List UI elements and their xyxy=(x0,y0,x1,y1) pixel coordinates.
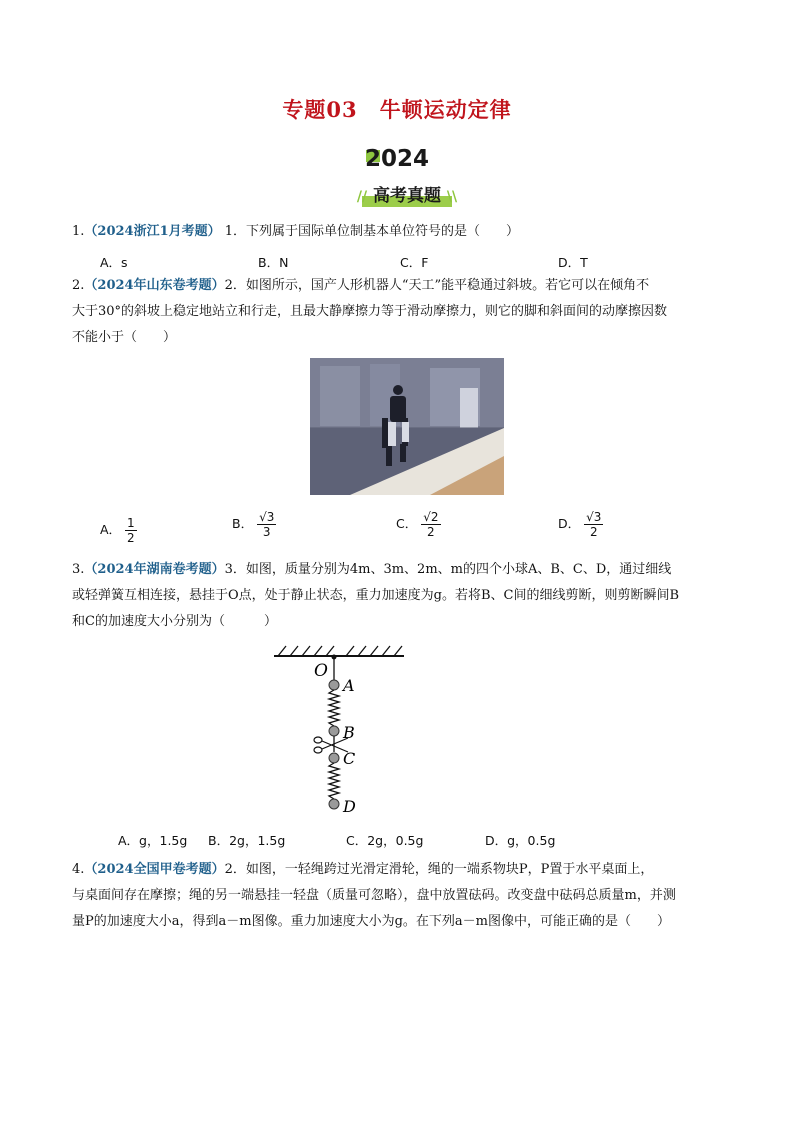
ceiling-hatch xyxy=(278,646,402,656)
question-number: 2. xyxy=(72,278,85,293)
question-1 xyxy=(72,219,722,245)
option-label: B． xyxy=(232,516,254,531)
banner-right-mark: \\ xyxy=(446,189,458,205)
fraction: $\frac{√3}{3}$ xyxy=(259,510,275,539)
banner-left-mark: // xyxy=(356,189,368,205)
question-text-line2: 与桌面间存在摩擦；绳的另一端悬挂一轻盘（质量可忽略），盘中放置砝码。改变盘中砝码总质量m，并测 xyxy=(72,888,676,903)
option-label: D． xyxy=(558,516,581,531)
ball-b xyxy=(329,726,339,736)
question-source-tag: （2024全国甲卷考题） xyxy=(84,862,225,877)
label-b: B xyxy=(343,723,355,742)
question-number: 4. xyxy=(72,862,85,877)
label-o: O xyxy=(314,661,328,681)
fraction: $\frac{1}{2}$ xyxy=(127,516,135,545)
q2-option-b xyxy=(232,510,276,539)
q3-option-d: D．g，0.5g xyxy=(485,833,556,848)
question-text-line1: 2．如图所示，国产人形机器人“天工”能平稳通过斜坡。若它可以在倾角不 xyxy=(224,278,650,293)
section-banner xyxy=(347,181,467,206)
year-heading xyxy=(0,146,794,172)
question-number: 3. xyxy=(72,562,85,577)
question-text-line1: 3．如图，质量分别为4m、3m、2m、m的四个小球A、B、C、D，通过细线 xyxy=(224,562,672,577)
question-text-line3: 和C的加速度大小分别为（ ） xyxy=(72,614,277,629)
option-label: C． xyxy=(396,516,418,531)
q1-option-c: C．F xyxy=(400,255,429,270)
q3-option-c: C．2g，0.5g xyxy=(346,833,424,848)
fraction: $\frac{√3}{2}$ xyxy=(586,510,602,539)
question-source-tag: （2024年湖南卷考题） xyxy=(84,562,225,577)
spring-cd xyxy=(329,763,339,799)
question-text-line3: 不能小于（ ） xyxy=(72,330,177,345)
question-2 xyxy=(72,273,722,351)
spring-ball-figure xyxy=(270,642,410,822)
q1-option-d: D．T xyxy=(558,255,588,270)
label-c: C xyxy=(343,749,356,768)
year-text: 2024 xyxy=(364,146,429,172)
question-text-line1: 2．如图，一轻绳跨过光滑定滑轮，绳的一端系物块P，P置于水平桌面上， xyxy=(224,862,654,877)
q1-option-b: B．N xyxy=(258,255,289,270)
question-text-line2: 或轻弹簧互相连接，悬挂于O点，处于静止状态，重力加速度为g。若将B、C间的细线剪断，则剪断瞬间B xyxy=(72,588,680,603)
label-d: D xyxy=(343,797,356,816)
q2-option-d xyxy=(558,510,603,539)
question-source-tag: （2024年山东卷考题） xyxy=(84,278,225,293)
ball-a xyxy=(329,680,339,690)
q3-option-a: A．g，1.5g xyxy=(118,833,188,848)
ball-d xyxy=(329,799,339,809)
label-a: A xyxy=(343,676,355,695)
question-number: 1. xyxy=(72,224,85,239)
option-label: A． xyxy=(100,522,122,537)
question-text-line2: 大于30°的斜坡上稳定地站立和行走，且最大静摩擦力等于滑动摩擦力，则它的脚和斜面间的动摩擦因数 xyxy=(72,304,668,319)
q2-option-a xyxy=(100,516,137,545)
question-4 xyxy=(72,857,722,935)
q1-option-a: A．s xyxy=(100,255,128,270)
q2-option-c xyxy=(396,510,441,539)
robot-on-slope-photo xyxy=(310,358,504,495)
question-text: 1．下列属于国际单位制基本单位符号的是（ ） xyxy=(224,224,520,239)
ball-c xyxy=(329,753,339,763)
banner-label: 高考真题 xyxy=(373,186,441,206)
question-text-line3: 量P的加速度大小a，得到a－m图像。重力加速度大小为g。在下列a－m图像中，可能正确的是（ ） xyxy=(72,914,670,929)
question-3 xyxy=(72,557,722,635)
q3-option-b: B．2g，1.5g xyxy=(208,833,286,848)
spring-ab xyxy=(329,690,339,726)
page-title: 专题03 牛顿运动定律 xyxy=(282,97,512,122)
question-source-tag: （2024浙江1月考题） xyxy=(84,224,221,239)
fraction: $\frac{√2}{2}$ xyxy=(423,510,439,539)
